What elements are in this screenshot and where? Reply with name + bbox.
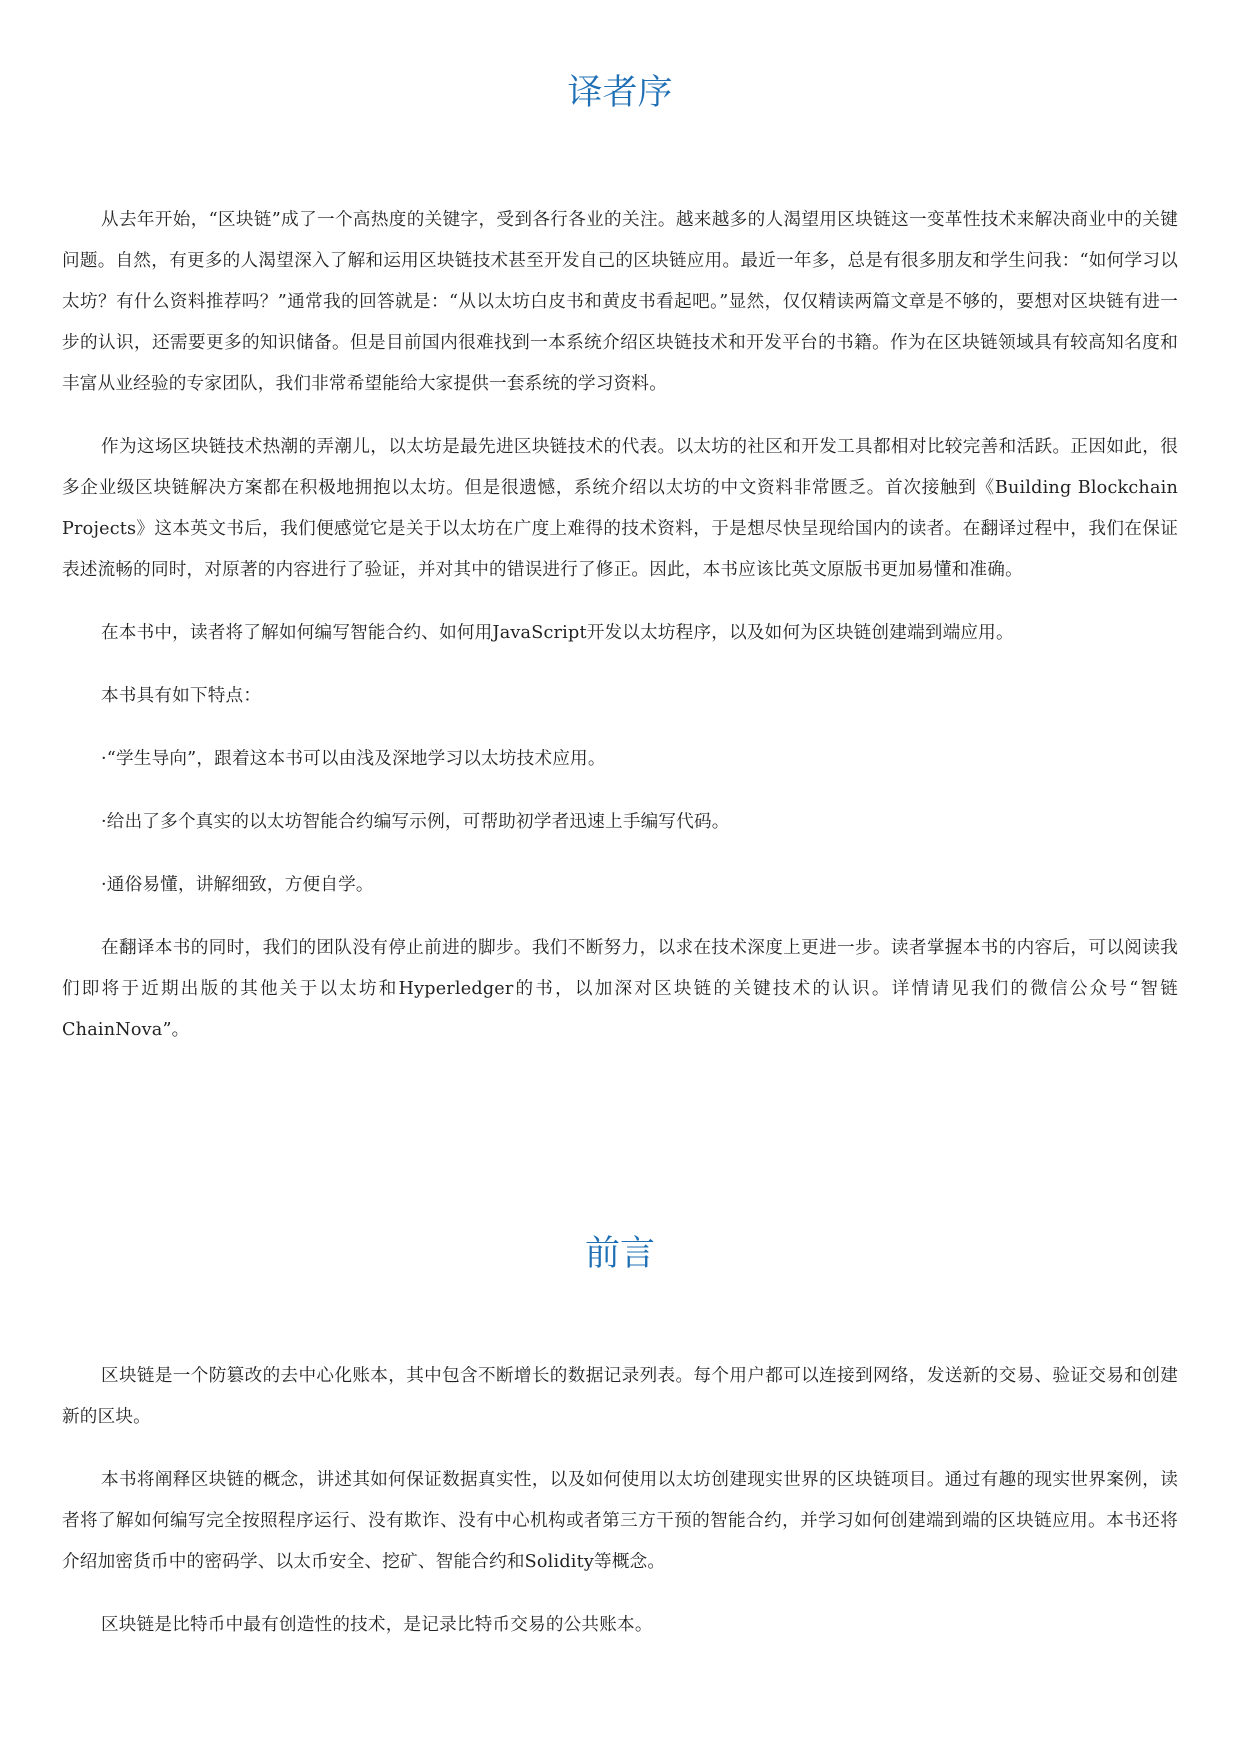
paragraph: 作为这场区块链技术热潮的弄潮儿，以太坊是最先进区块链技术的代表。以太坊的社区和开发工具都相对比较完善和活跃。正因如此，很多企业级区块链解决方案都在积极地拥抱以太坊。但是很遗憾，系统介绍以太坊的中文资料非常匮乏。首次接触到《Building Blockchain Projects》这本英文书后，我们便感觉它是关于以太坊在广度上难得的技术资料，于是想尽快呈现给国内的读者。在翻译过程中，我们在保证表述流畅的同时，对原著的内容进行了验证，并对其中的错误进行了修正。因此，本书应该比英文原版书更加易懂和准确。 <box>62 437 1178 580</box>
translator-preface-body <box>62 200 1178 1073</box>
paragraph: 本书具有如下特点： <box>101 686 262 706</box>
foreword-body <box>62 1356 1178 1668</box>
feature-bullet: ·“学生导向”，跟着这本书可以由浅及深地学习以太坊技术应用。 <box>101 749 606 769</box>
paragraph: 本书将阐释区块链的概念，讲述其如何保证数据真实性，以及如何使用以太坊创建现实世界的区块链项目。通过有趣的现实世界案例，读者将了解如何编写完全按照程序运行、没有欺诈、没有中心机构或者第三方干预的智能合约，并学习如何创建端到端的区块链应用。本书还将介绍加密货币中的密码学、以太币安全、挖矿、智能合约和Solidity等概念。 <box>62 1470 1178 1572</box>
paragraph: 在翻译本书的同时，我们的团队没有停止前进的脚步。我们不断努力，以求在技术深度上更进一步。读者掌握本书的内容后，可以阅读我们即将于近期出版的其他关于以太坊和Hyperledger的书，以加深对区块链的关键技术的认识。详情请见我们的微信公众号“智链ChainNova”。 <box>62 938 1178 1040</box>
translator-preface-title: 译者序 <box>567 73 673 113</box>
paragraph: 区块链是一个防篡改的去中心化账本，其中包含不断增长的数据记录列表。每个用户都可以连接到网络，发送新的交易、验证交易和创建新的区块。 <box>62 1366 1178 1427</box>
paragraph: 从去年开始，“区块链”成了一个高热度的关键字，受到各行各业的关注。越来越多的人渴望用区块链这一变革性技术来解决商业中的关键问题。自然，有更多的人渴望深入了解和运用区块链技术甚至开发自己的区块链应用。最近一年多，总是有很多朋友和学生问我：“如何学习以太坊？有什么资料推荐吗？”通常我的回答就是：“从以太坊白皮书和黄皮书看起吧。”显然，仅仅精读两篇文章是不够的，要想对区块链有进一步的认识，还需要更多的知识储备。但是目前国内很难找到一本系统介绍区块链技术和开发平台的书籍。作为在区块链领域具有较高知名度和丰富从业经验的专家团队，我们非常希望能给大家提供一套系统的学习资料。 <box>62 210 1178 394</box>
paragraph: 区块链是比特币中最有创造性的技术，是记录比特币交易的公共账本。 <box>101 1615 653 1635</box>
feature-bullet: ·给出了多个真实的以太坊智能合约编写示例，可帮助初学者迅速上手编写代码。 <box>101 812 730 832</box>
paragraph: 在本书中，读者将了解如何编写智能合约、如何用JavaScript开发以太坊程序，以及如何为区块链创建端到端应用。 <box>101 623 1014 643</box>
feature-bullet: ·通俗易懂，讲解细致，方便自学。 <box>101 875 374 895</box>
foreword-title: 前言 <box>584 1234 655 1274</box>
